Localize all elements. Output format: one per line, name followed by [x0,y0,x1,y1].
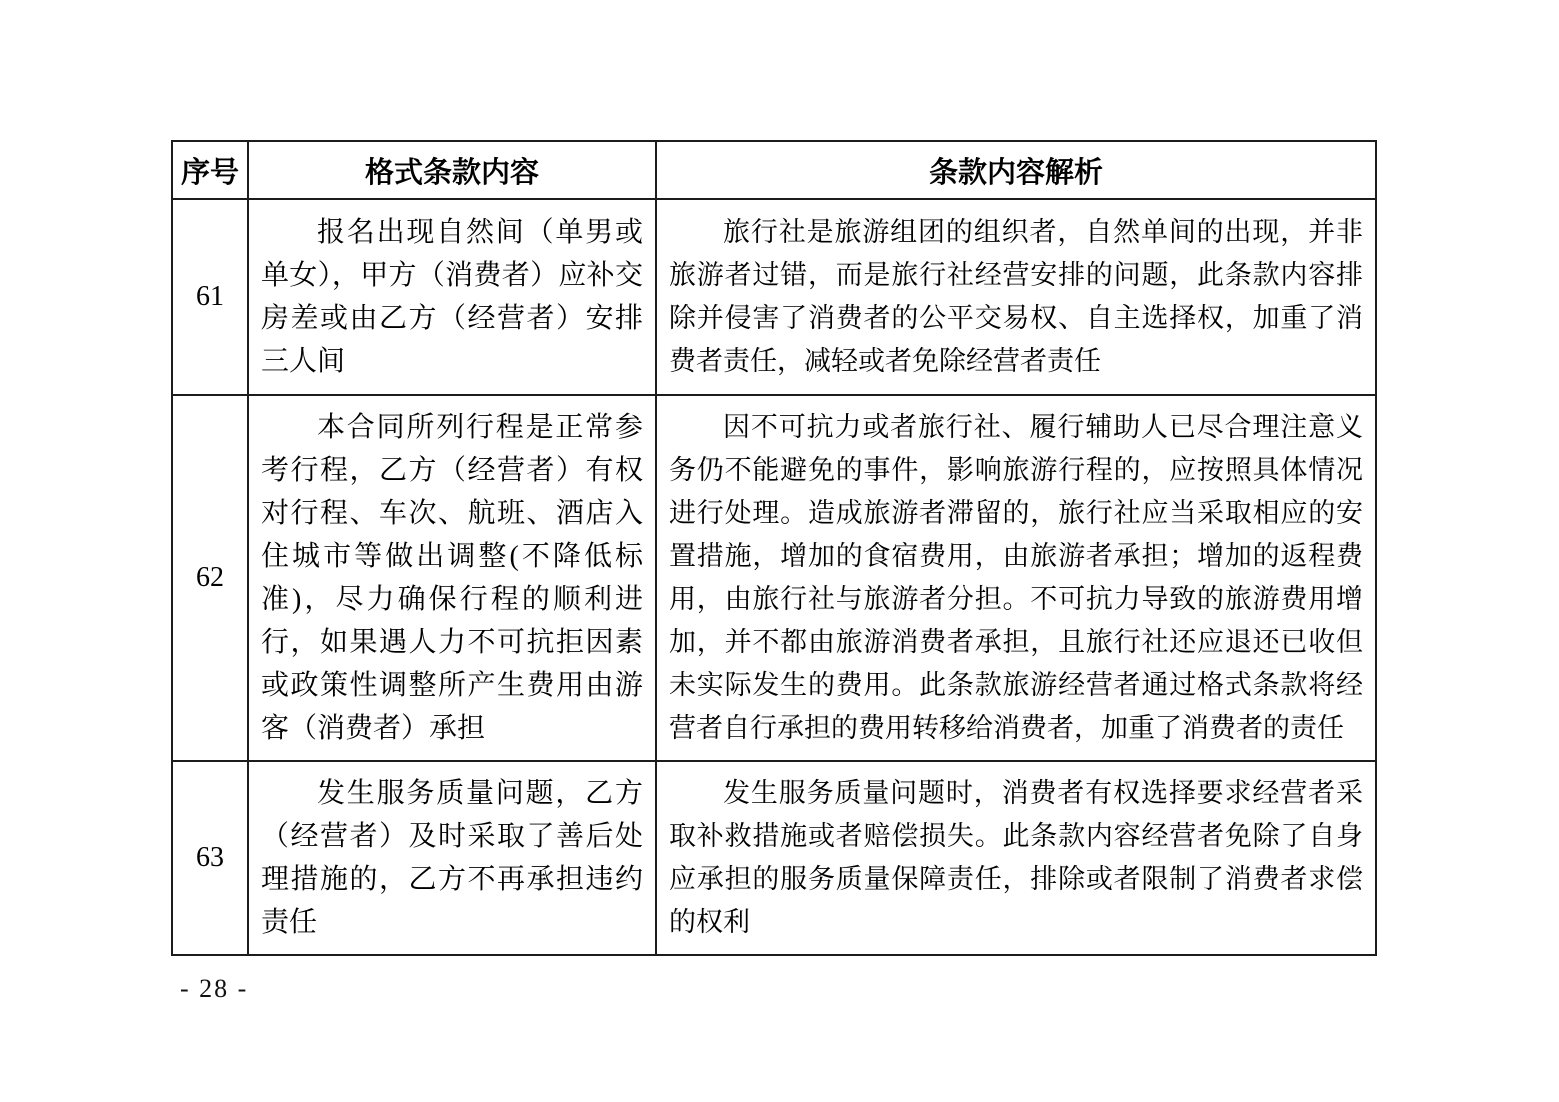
page-number: - 28 - [180,974,249,1003]
analysis-text: 因不可抗力或者旅行社、履行辅助人已尽合理注意义务仍不能避免的事件，影响旅游行程的，应按照具体情况进行处理。造成旅游者滞留的，旅行社应当采取相应的安置措施，增加的食宿费用，由旅游者承担；增加的返程费用，由旅行社与旅游者分担。不可抗力导致的旅游费用增加，并不都由旅游消费者承担，且旅行社还应退还已收但未实际发生的费用。此条款旅游经营者通过格式条款将经营者自行承担的费用转移给消费者，加重了消费者的责任 [656,395,1376,761]
analysis-text: 旅行社是旅游组团的组织者，自然单间的出现，并非旅游者过错，而是旅行社经营安排的问题，此条款内容排除并侵害了消费者的公平交易权、自主选择权，加重了消费者责任，减轻或者免除经营者责任 [656,199,1376,395]
table-row [172,395,1376,761]
clause-text: 报名出现自然间（单男或单女），甲方（消费者）应补交房差或由乙方（经营者）安排三人间 [248,199,656,395]
analysis-text: 发生服务质量问题时，消费者有权选择要求经营者采取补救措施或者赔偿损失。此条款内容经营者免除了自身应承担的服务质量保障责任，排除或者限制了消费者求偿的权利 [656,761,1376,955]
table-row [172,199,1376,395]
clauses-table [171,140,1377,956]
table-header-row [172,141,1376,199]
row-number: 62 [172,395,248,761]
column-header-number: 序号 [172,141,248,199]
table-row [172,761,1376,955]
clause-text: 发生服务质量问题，乙方（经营者）及时采取了善后处理措施的，乙方不再承担违约责任 [248,761,656,955]
row-number: 61 [172,199,248,395]
clause-text: 本合同所列行程是正常参考行程，乙方（经营者）有权对行程、车次、航班、酒店入住城市等做出调整(不降低标准)，尽力确保行程的顺利进行，如果遇人力不可抗拒因素或政策性调整所产生费用由游客（消费者）承担 [248,395,656,761]
column-header-analysis: 条款内容解析 [656,141,1376,199]
column-header-clause: 格式条款内容 [248,141,656,199]
row-number: 63 [172,761,248,955]
